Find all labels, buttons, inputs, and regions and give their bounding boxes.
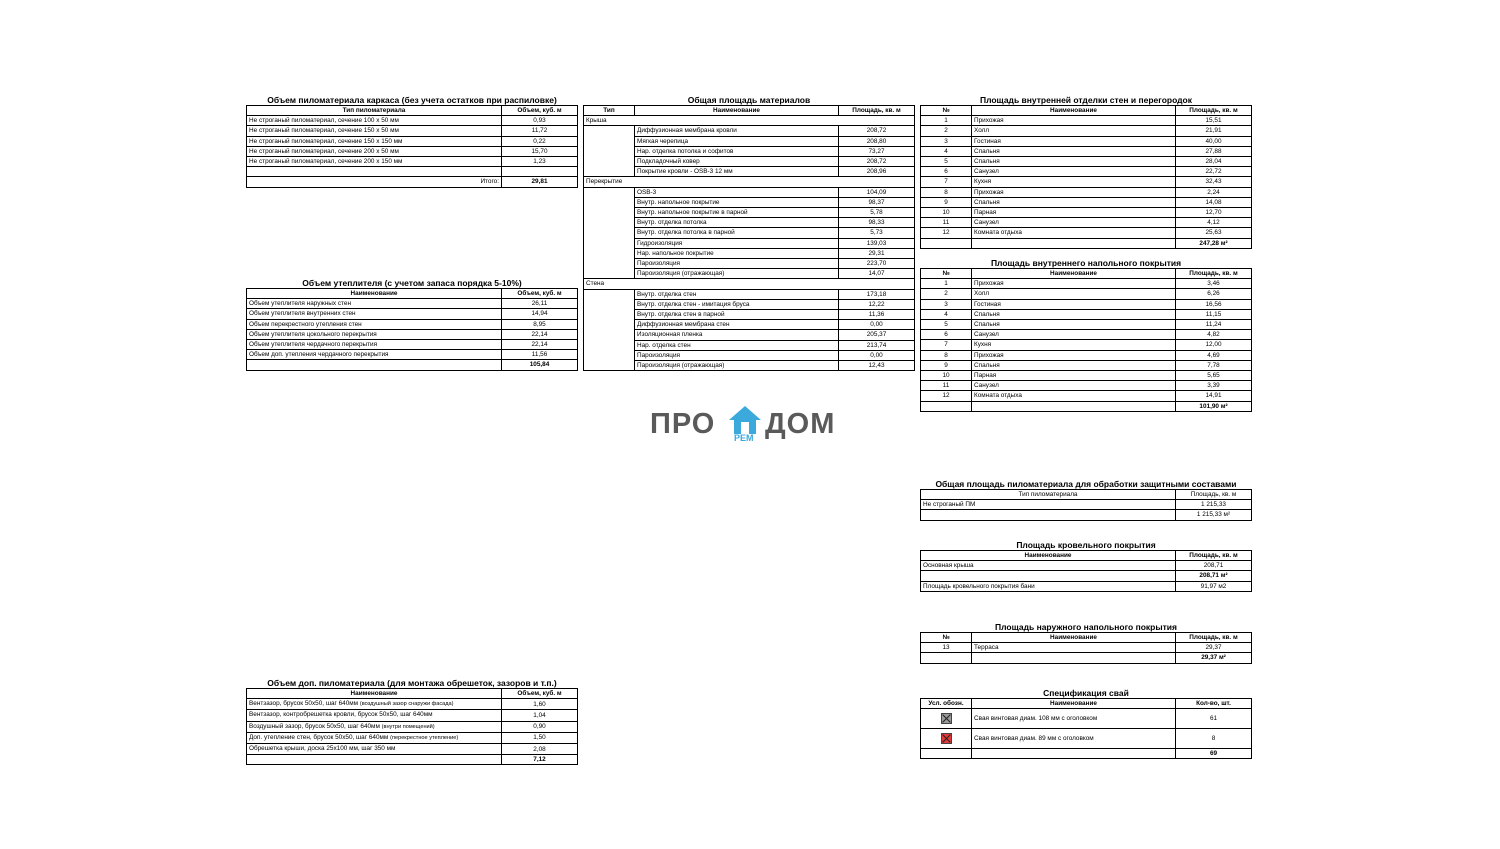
table-row: 8 Прихожая 2,24 bbox=[921, 187, 1252, 197]
materials-title: Общая площадь материалов bbox=[687, 95, 811, 105]
col-header: Наименование bbox=[247, 689, 502, 699]
table-row: Объем утеплителя чердачного перекрытия 22,14 bbox=[247, 340, 578, 350]
extra-lumber-table bbox=[246, 688, 578, 765]
col-header: Площадь, кв. м bbox=[1176, 490, 1252, 500]
table-row: Внутр. напольное покрытие в парной 5,78 bbox=[584, 208, 915, 218]
materials-table bbox=[583, 105, 915, 371]
table-row: Гидроизоляция 139,03 bbox=[584, 238, 915, 248]
col-header: Площадь, кв. м bbox=[1176, 551, 1252, 561]
group-row bbox=[584, 279, 915, 289]
total-row bbox=[247, 755, 578, 765]
materials-block bbox=[583, 95, 915, 371]
table-row: Не строганый пиломатериал, сечение 200 х 150 мм 1,23 bbox=[247, 157, 578, 167]
logo-sub-text: РЕМ bbox=[734, 433, 754, 443]
table-row: OSB-3 104,09 bbox=[584, 187, 915, 197]
group-label: Стена bbox=[584, 279, 915, 289]
extra-lumber-block bbox=[246, 678, 578, 765]
col-header: Тип пиломатериала bbox=[247, 106, 502, 116]
table-row: Объем утеплителя цокольного перекрытия 22,14 bbox=[247, 329, 578, 339]
total-row bbox=[921, 510, 1252, 520]
roof-table bbox=[920, 550, 1252, 592]
total-value: 247,28 м² bbox=[1176, 238, 1252, 248]
table-row: Диффузионная мембрана кровли 208,72 bbox=[584, 126, 915, 136]
protective-table bbox=[920, 489, 1252, 521]
table-row: Свая винтовая диам. 89 мм с оголовком 8 bbox=[921, 729, 1252, 749]
table-row: Пароизоляция (отражающая) 12,43 bbox=[584, 361, 915, 371]
total-value: 29,81 bbox=[502, 177, 578, 187]
table-row: Пароизоляция (отражающая) 14,07 bbox=[584, 269, 915, 279]
col-header: № bbox=[921, 269, 972, 279]
floor-cover-title: Площадь внутреннего напольного покрытия bbox=[990, 258, 1182, 268]
total-value: 29,37 м² bbox=[1176, 653, 1252, 663]
col-header: Наименование bbox=[972, 106, 1176, 116]
col-header: Площадь, кв. м bbox=[1176, 633, 1252, 643]
total-row bbox=[921, 749, 1252, 759]
total-label: Итого: bbox=[247, 177, 502, 187]
total-row bbox=[921, 401, 1252, 411]
table-row: Объем утеплителя внутренних стен 14,94 bbox=[247, 309, 578, 319]
wall-finish-table bbox=[920, 105, 1252, 249]
total-row bbox=[921, 653, 1252, 663]
table-row: 1 Прихожая 15,51 bbox=[921, 116, 1252, 126]
table-row: 3 Гостиная 16,56 bbox=[921, 299, 1252, 309]
piles-table bbox=[920, 698, 1252, 759]
house-icon bbox=[728, 405, 762, 435]
table-row: Внутр. напольное покрытие 98,37 bbox=[584, 197, 915, 207]
table-row: 10 Парная 12,70 bbox=[921, 208, 1252, 218]
total-value: 101,90 м² bbox=[1176, 401, 1252, 411]
logo-right-text: ДОМ bbox=[765, 408, 836, 440]
piles-block bbox=[920, 688, 1252, 759]
table-row bbox=[247, 167, 578, 177]
col-header: Кол-во, шт. bbox=[1176, 699, 1252, 709]
col-header: Наименование bbox=[921, 551, 1176, 561]
table-row: Свая винтовая диам. 108 мм с оголовком 61 bbox=[921, 709, 1252, 729]
table-row: 7 Кухня 12,00 bbox=[921, 340, 1252, 350]
outdoor-floor-title: Площадь наружного напольного покрытия bbox=[995, 622, 1177, 632]
table-row: Пароизоляция 0,00 bbox=[584, 350, 915, 360]
col-header: Усл. обозн. bbox=[921, 699, 972, 709]
table-row: 8 Прихожая 4,69 bbox=[921, 350, 1252, 360]
total-row bbox=[247, 360, 578, 370]
table-row: Нар. отделка стен 213,74 bbox=[584, 340, 915, 350]
col-header: Площадь, кв. м bbox=[1176, 269, 1252, 279]
table-row: Не строганый пиломатериал, сечение 200 х 50 мм 15,70 bbox=[247, 146, 578, 156]
col-header: Наименование bbox=[972, 269, 1176, 279]
col-header: Наименование bbox=[635, 106, 839, 116]
pro-dom-logo bbox=[650, 405, 850, 450]
col-header: Тип bbox=[584, 106, 635, 116]
table-row: 12 Комната отдыха 14,91 bbox=[921, 391, 1252, 401]
insulation-title: Объем утеплителя (с учетом запаса порядка 5-10%) bbox=[302, 278, 522, 288]
table-row: Внутр. отделка стен 173,18 bbox=[584, 289, 915, 299]
insulation-block bbox=[246, 278, 578, 371]
group-label: Крыша bbox=[584, 116, 915, 126]
table-row: 9 Спальня 7,78 bbox=[921, 360, 1252, 370]
table-row: Не строганый пиломатериал, сечение 150 х 50 мм 11,72 bbox=[247, 126, 578, 136]
total-value: 208,71 м² bbox=[1176, 571, 1252, 581]
table-row: Изоляционная пленка 205,37 bbox=[584, 330, 915, 340]
table-row: Нар. напольное покрытие 29,31 bbox=[584, 248, 915, 258]
roof-block bbox=[920, 540, 1252, 592]
total-row bbox=[921, 571, 1252, 581]
total-value: 69 bbox=[1176, 749, 1252, 759]
protective-title: Общая площадь пиломатериала для обработки защитными составами bbox=[935, 479, 1237, 489]
total-value: 105,84 bbox=[502, 360, 578, 370]
table-row: 2 Холл 21,91 bbox=[921, 126, 1252, 136]
table-row: Не строганый пиломатериал, сечение 150 х 150 мм 0,22 bbox=[247, 136, 578, 146]
table-row: 6 Санузел 4,82 bbox=[921, 330, 1252, 340]
table-row: 12 Комната отдыха 25,63 bbox=[921, 228, 1252, 238]
col-header: № bbox=[921, 633, 972, 643]
col-header: Наименование bbox=[972, 633, 1176, 643]
table-row: Не строганый пиломатериал, сечение 100 х 50 мм 0,93 bbox=[247, 116, 578, 126]
table-row: Обрешетка крыши, доска 25х100 мм, шаг 350 мм 2,08 bbox=[247, 744, 578, 755]
col-header: Объем, куб. м bbox=[502, 289, 578, 299]
screw-pile-89-icon bbox=[941, 733, 952, 744]
table-row: Доп. утепление стен, брусок 50х50, шаг 640мм (перекрестное утепление) 1,50 bbox=[247, 732, 578, 743]
table-row: Пароизоляция 223,70 bbox=[584, 259, 915, 269]
extra-lumber-title: Объем доп. пиломатериала (для монтажа обрешеток, зазоров и т.п.) bbox=[267, 678, 557, 688]
col-header: Тип пиломатериала bbox=[921, 490, 1176, 500]
table-row: Нар. отделка потолка и софитов 73,27 bbox=[584, 146, 915, 156]
group-row bbox=[584, 177, 915, 187]
floor-cover-table bbox=[920, 268, 1252, 412]
group-row bbox=[584, 116, 915, 126]
table-row: Площадь кровельного покрытия бани 91,97 м2 bbox=[921, 581, 1252, 591]
roof-title: Площадь кровельного покрытия bbox=[1016, 540, 1156, 550]
outdoor-floor-block bbox=[920, 622, 1252, 664]
group-label: Перекрытие bbox=[584, 177, 915, 187]
table-row: 1 Прихожая 3,46 bbox=[921, 279, 1252, 289]
table-row: Внутр. отделка стен в парной 11,36 bbox=[584, 310, 915, 320]
table-row: 13 Терраса 29,37 bbox=[921, 643, 1252, 653]
frame-lumber-table bbox=[246, 105, 578, 188]
frame-lumber-block bbox=[246, 95, 578, 188]
table-row: 7 Кухня 32,43 bbox=[921, 177, 1252, 187]
total-value: 1 215,33 м² bbox=[1176, 510, 1252, 520]
wall-finish-title: Площадь внутренней отделки стен и перегородок bbox=[979, 95, 1193, 105]
logo-left-text: ПРО bbox=[650, 408, 716, 440]
table-row: Не строганый ПМ 1 215,33 bbox=[921, 500, 1252, 510]
table-row: Подкладочный ковер 208,72 bbox=[584, 157, 915, 167]
table-row: 3 Гостиная 40,00 bbox=[921, 136, 1252, 146]
table-row: 4 Спальня 27,88 bbox=[921, 146, 1252, 156]
floor-cover-block bbox=[920, 258, 1252, 412]
table-row: Покрытие кровли - OSB-3 12 мм 208,96 bbox=[584, 167, 915, 177]
outdoor-floor-table bbox=[920, 632, 1252, 664]
table-row: 11 Санузел 4,12 bbox=[921, 218, 1252, 228]
table-row: Объем перекрестного утепления стен 8,95 bbox=[247, 319, 578, 329]
col-header: Наименование bbox=[972, 699, 1176, 709]
table-row: 4 Спальня 11,15 bbox=[921, 309, 1252, 319]
table-row: Внутр. отделка потолка 98,33 bbox=[584, 218, 915, 228]
table-row: 10 Парная 5,65 bbox=[921, 371, 1252, 381]
piles-title: Спецификация свай bbox=[1043, 688, 1129, 698]
table-row: Диффузионная мембрана стен 0,00 bbox=[584, 320, 915, 330]
col-header: Объем, куб. м bbox=[502, 689, 578, 699]
table-row: 5 Спальня 28,04 bbox=[921, 157, 1252, 167]
insulation-table bbox=[246, 288, 578, 371]
total-row bbox=[247, 177, 578, 187]
table-row: 9 Спальня 14,08 bbox=[921, 197, 1252, 207]
table-row: Объем доп. утепления чердачного перекрытия 11,56 bbox=[247, 350, 578, 360]
table-row: 5 Спальня 11,24 bbox=[921, 320, 1252, 330]
col-header: Наименование bbox=[247, 289, 502, 299]
table-row: 6 Санузел 22,72 bbox=[921, 167, 1252, 177]
table-row: Воздушный зазор, брусок 50х50, шаг 640мм (внутри помещений) 0,90 bbox=[247, 721, 578, 732]
table-row: Мягкая черепица 208,80 bbox=[584, 136, 915, 146]
col-header: № bbox=[921, 106, 972, 116]
table-row: Внутр. отделка стен - имитация бруса 12,22 bbox=[584, 299, 915, 309]
table-row: Вентзазор, контробрешетка кровли, брусок 50х50, шаг 640мм 1,04 bbox=[247, 710, 578, 721]
col-header: Площадь, кв. м bbox=[1176, 106, 1252, 116]
frame-lumber-title: Объем пиломатериала каркаса (без учета остатков при распиловке) bbox=[267, 95, 557, 105]
wall-finish-block bbox=[920, 95, 1252, 249]
table-row: Объем утеплителя наружных стен 26,11 bbox=[247, 299, 578, 309]
protective-block bbox=[920, 479, 1252, 521]
table-row: Внутр. отделка потолка в парной 5,73 bbox=[584, 228, 915, 238]
col-header: Площадь, кв. м bbox=[839, 106, 915, 116]
total-row bbox=[921, 238, 1252, 248]
table-row: Вентзазор, брусок 50х50, шаг 640мм (воздушный зазор снаружи фасада) 1,60 bbox=[247, 699, 578, 710]
table-row: 2 Холл 6,26 bbox=[921, 289, 1252, 299]
col-header: Объем, куб. м bbox=[502, 106, 578, 116]
table-row: 11 Санузел 3,39 bbox=[921, 381, 1252, 391]
screw-pile-108-icon bbox=[941, 713, 952, 724]
total-value: 7,12 bbox=[502, 755, 578, 765]
table-row: Основная крыша 208,71 bbox=[921, 561, 1252, 571]
